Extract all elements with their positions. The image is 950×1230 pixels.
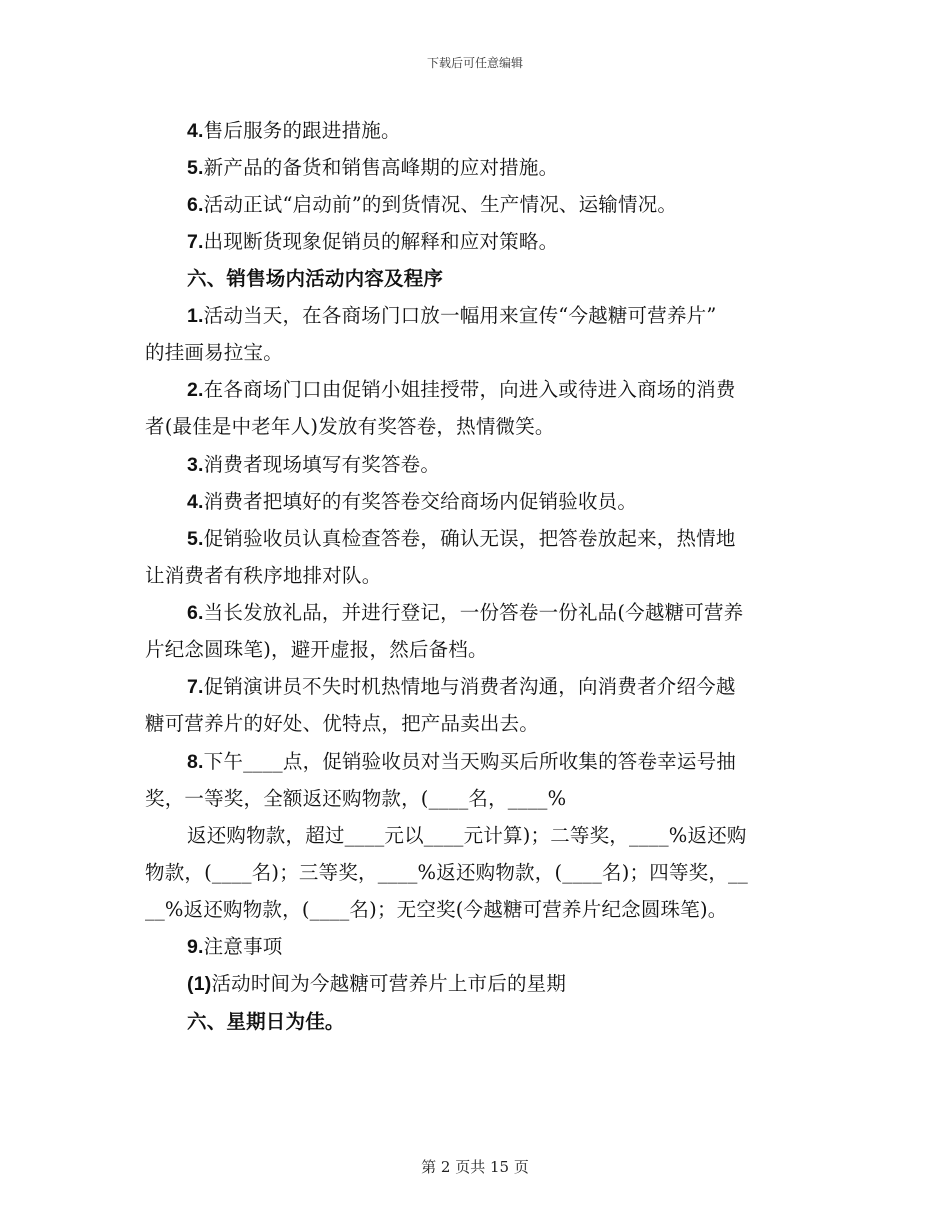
paragraph-line bbox=[145, 560, 381, 588]
item-number: 5. bbox=[187, 528, 204, 550]
paragraph-line bbox=[187, 449, 440, 477]
page-footer: 第 2 页共 15 页 bbox=[421, 1158, 529, 1176]
line-text: 活动正试“启动前”的到货情况、生产情况、运输情况。 bbox=[203, 193, 678, 216]
heading-text: 六、销售场内活动内容及程序 bbox=[187, 267, 444, 290]
line-text: 让消费者有秩序地排对队。 bbox=[145, 564, 382, 587]
paragraph-line bbox=[187, 746, 736, 774]
paragraph-line bbox=[187, 671, 736, 699]
item-number: 8. bbox=[187, 751, 204, 773]
item-number: 3. bbox=[187, 454, 204, 476]
item-number: 2. bbox=[187, 379, 204, 401]
item-number: 6. bbox=[187, 602, 204, 624]
line-text: __%返还购物款，(____名)；无空奖(今越糖可营养片纪念圆珠笔)。 bbox=[145, 898, 728, 921]
line-text: 消费者现场填写有奖答卷。 bbox=[203, 453, 441, 476]
line-text: 出现断货现象促销员的解释和应对策略。 bbox=[203, 230, 559, 253]
line-text: 返还购物款，超过____元以____元计算)；二等奖，____%返还购 bbox=[187, 824, 747, 847]
item-number: 9. bbox=[187, 936, 204, 958]
paragraph-line bbox=[187, 152, 558, 180]
item-number: 7. bbox=[187, 676, 204, 698]
line-text: 片纪念圆珠笔)，避开虚报，然后备档。 bbox=[145, 638, 488, 661]
item-number: 7. bbox=[187, 231, 204, 253]
line-text: 下午____点，促销验收员对当天购买后所收集的答卷幸运号抽 bbox=[203, 750, 736, 773]
paragraph-line bbox=[187, 115, 401, 143]
line-text: 注意事项 bbox=[203, 935, 283, 958]
item-number: 4. bbox=[187, 491, 204, 513]
paragraph-line bbox=[187, 820, 747, 848]
line-text: 的挂画易拉宝。 bbox=[145, 341, 283, 364]
line-text: 当长发放礼品，并进行登记，一份答卷一份礼品(今越糖可营养 bbox=[203, 601, 744, 624]
page-header: 下载后可任意编辑 bbox=[426, 56, 523, 70]
item-number: (1) bbox=[187, 973, 212, 995]
line-text: 促销演讲员不失时机热情地与消费者沟通，向消费者介绍今越 bbox=[203, 675, 736, 698]
paragraph-line bbox=[145, 783, 566, 811]
paragraph-line bbox=[187, 597, 743, 625]
item-number: 4. bbox=[187, 120, 204, 142]
paragraph-line bbox=[145, 857, 748, 885]
paragraph-line bbox=[187, 968, 566, 996]
line-text: 促销验收员认真检查答卷，确认无误，把答卷放起来，热情地 bbox=[203, 527, 736, 550]
item-number: 5. bbox=[187, 157, 204, 179]
section-heading bbox=[187, 263, 443, 291]
item-number: 1. bbox=[187, 305, 204, 327]
paragraph-line bbox=[145, 337, 283, 365]
paragraph-line bbox=[187, 300, 717, 328]
paragraph-line bbox=[145, 708, 539, 736]
line-text: 新产品的备货和销售高峰期的应对措施。 bbox=[203, 156, 559, 179]
paragraph-line bbox=[187, 931, 282, 959]
line-text: 活动当天，在各商场门口放一幅用来宣传“今越糖可营养片” bbox=[203, 304, 717, 327]
paragraph-line bbox=[187, 1006, 345, 1034]
line-text: 活动时间为今越糖可营养片上市后的星期 bbox=[211, 972, 567, 995]
paragraph-line bbox=[145, 634, 488, 662]
line-text: 六、星期日为佳。 bbox=[187, 1010, 345, 1033]
paragraph-line bbox=[187, 523, 736, 551]
line-text: 物款，(____名)；三等奖，____%返还购物款，(____名)；四等奖，__ bbox=[145, 861, 748, 884]
paragraph-line bbox=[187, 374, 736, 402]
line-text: 奖，一等奖，全额返还购物款，(____名，____% bbox=[145, 787, 567, 810]
paragraph-line bbox=[187, 486, 637, 514]
line-text: 在各商场门口由促销小姐挂授带，向进入或待进入商场的消费 bbox=[203, 378, 736, 401]
line-text: 消费者把填好的有奖答卷交给商场内促销验收员。 bbox=[203, 490, 638, 513]
line-text: 售后服务的跟进措施。 bbox=[203, 119, 401, 142]
paragraph-line bbox=[145, 411, 555, 439]
paragraph-line bbox=[145, 894, 727, 922]
paragraph-line bbox=[187, 226, 558, 254]
line-text: 糖可营养片的好处、优特点，把产品卖出去。 bbox=[145, 712, 540, 735]
paragraph-line bbox=[187, 189, 677, 217]
line-text: 者(最佳是中老年人)发放有奖答卷，热情微笑。 bbox=[145, 415, 555, 438]
item-number: 6. bbox=[187, 194, 204, 216]
